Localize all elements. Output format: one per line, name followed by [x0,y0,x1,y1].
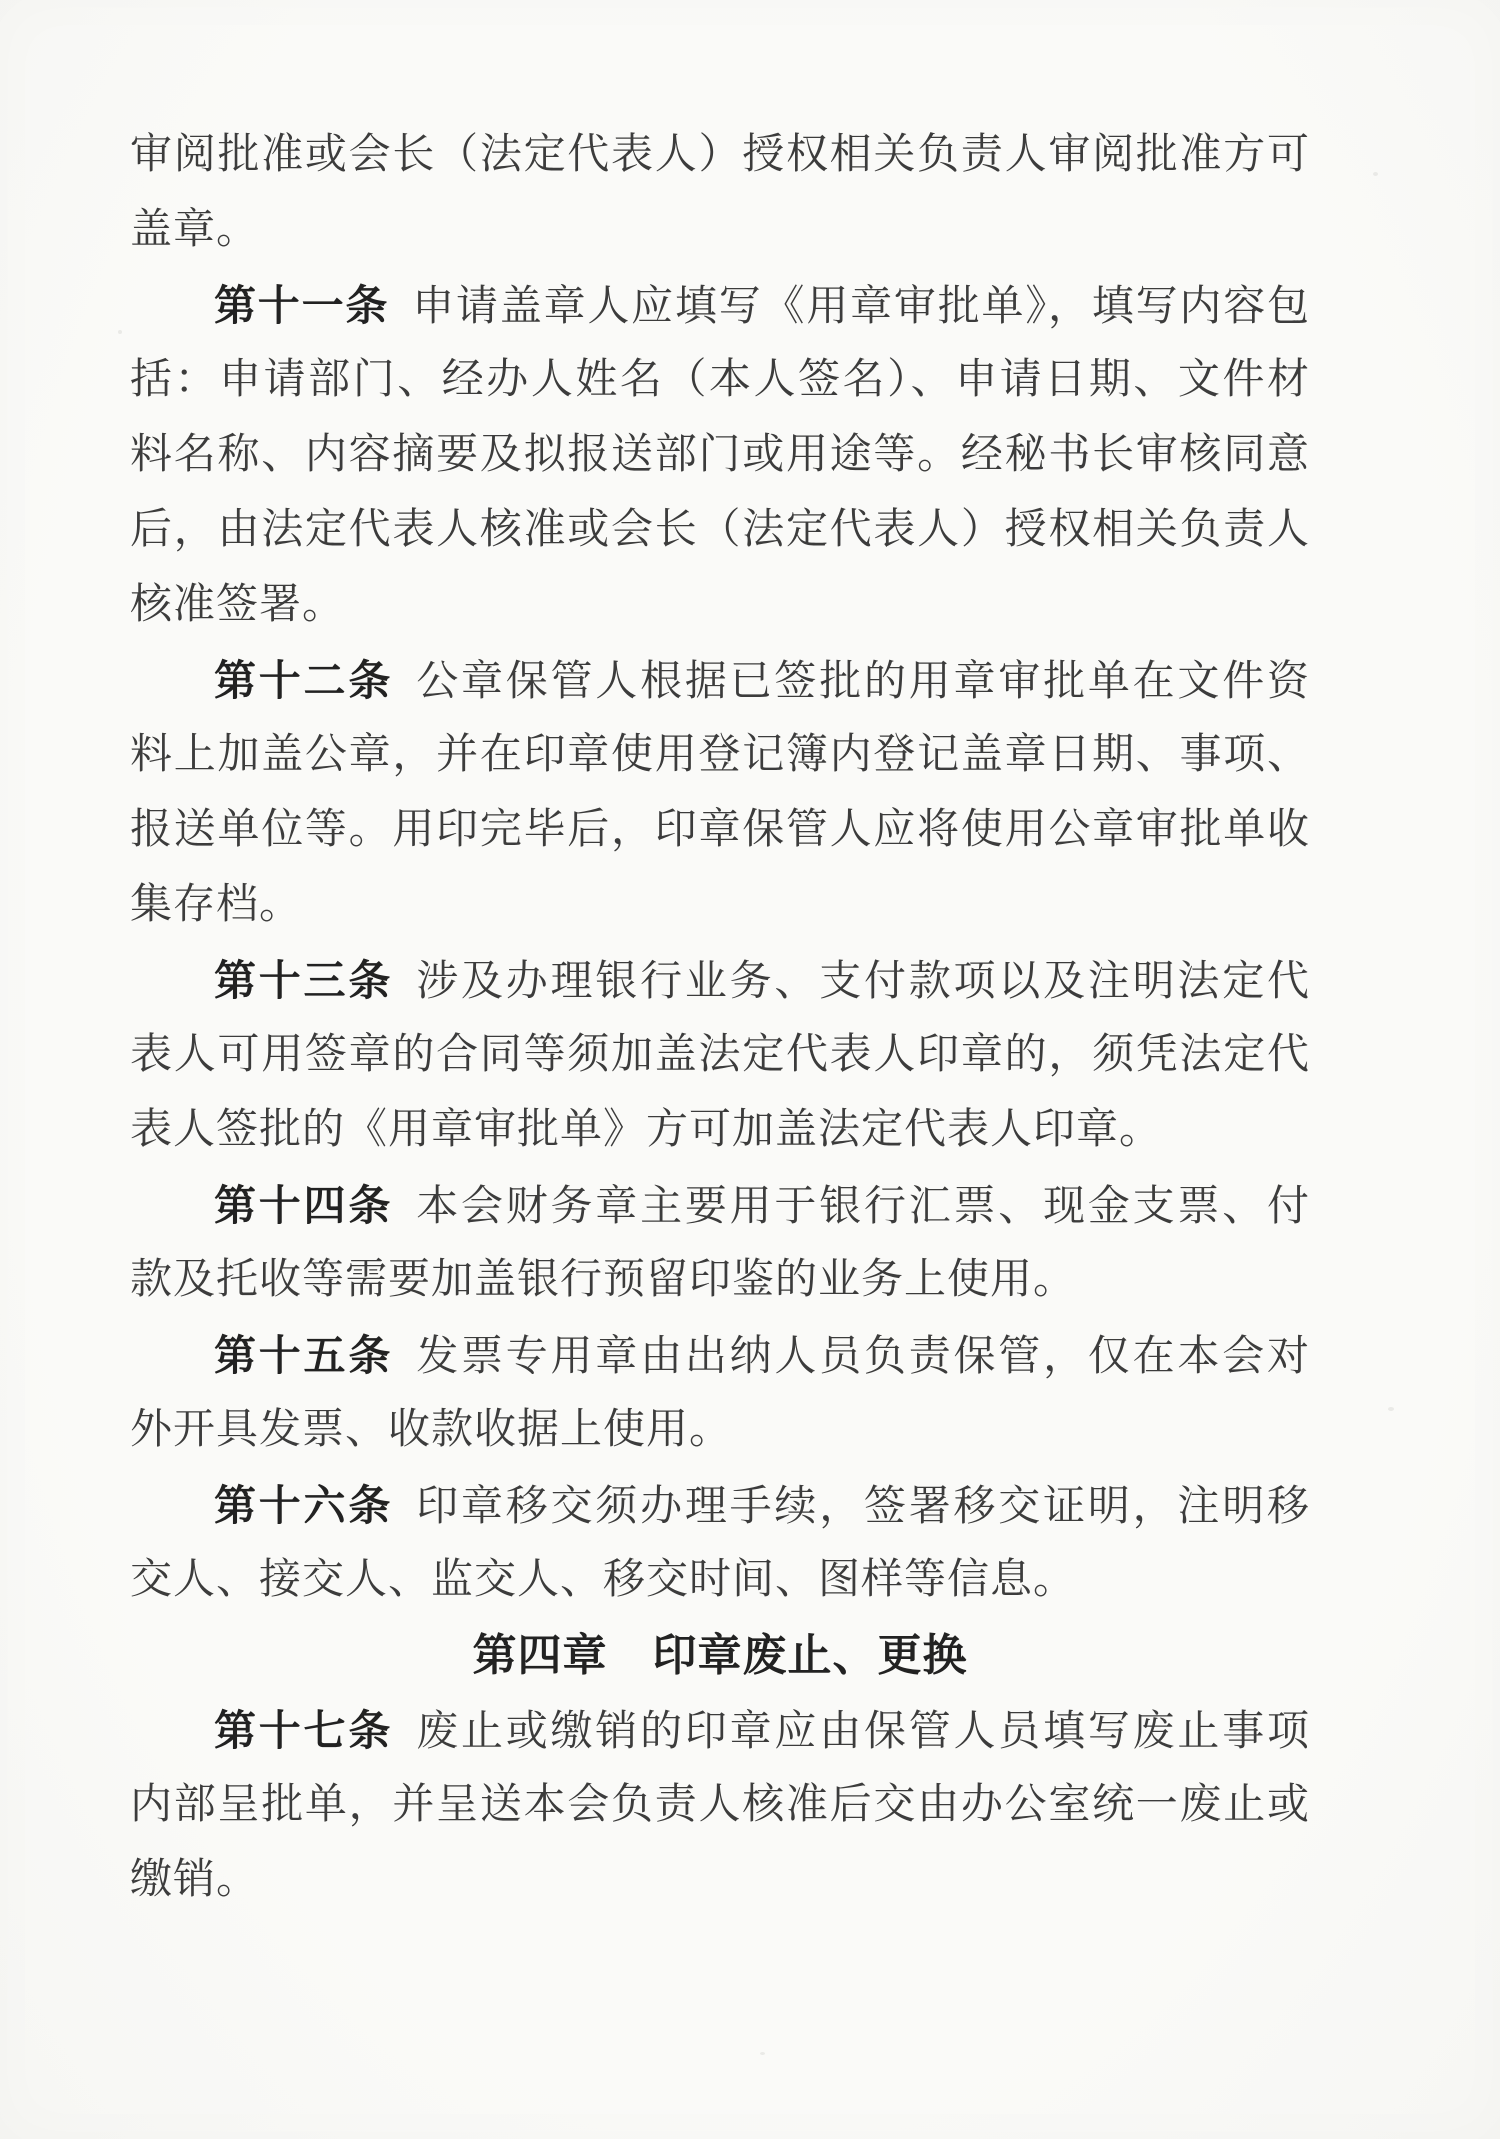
scan-speck [118,330,122,334]
document-line [130,118,1310,193]
article-number: 第十三条 [214,957,394,1004]
document-line [130,943,1310,1018]
line-text: 外开具发票、收款收据上使用。 [130,1407,733,1453]
document-line [130,1693,1310,1768]
article-number: 第十一条 [214,282,390,329]
line-text: 报送单位等。用印完毕后，印章保管人应将使用公章审批单收 [130,807,1310,853]
document-line [130,1768,1310,1843]
line-text: 审阅批准或会长（法定代表人）授权相关负责人审阅批准方可 [130,132,1310,178]
document-line [130,1843,1310,1918]
line-text: 废止或缴销的印章应由保管人员填写废止事项 [416,1709,1310,1755]
article-number: 第十七条 [214,1707,394,1754]
line-text: 涉及办理银行业务、支付款项以及注明法定代 [416,959,1310,1005]
line-text: 括：申请部门、经办人姓名（本人签名）、申请日期、文件材 [130,357,1310,403]
line-text: 集存档。 [130,882,303,928]
line-text: 款及托收等需要加盖银行预留印鉴的业务上使用。 [130,1257,1077,1303]
scan-speck [760,2052,765,2055]
document-line [130,643,1310,718]
line-text: 内部呈批单，并呈送本会负责人核准后交由办公室统一废止或 [130,1782,1310,1828]
document-line [130,1543,1310,1618]
document-line [130,868,1310,943]
document-line [130,268,1310,343]
document-line [130,343,1310,418]
line-text: 表人签批的《用章审批单》方可加盖法定代表人印章。 [130,1107,1163,1153]
line-text: 后，由法定代表人核准或会长（法定代表人）授权相关负责人 [130,507,1310,553]
scan-speck [1388,1407,1394,1411]
scan-speck [1373,172,1378,176]
document-line [130,418,1310,493]
document-line [130,718,1310,793]
line-text: 发票专用章由出纳人员负责保管，仅在本会对 [416,1334,1310,1380]
chapter-heading [130,1618,1310,1693]
line-text: 料名称、内容摘要及拟报送部门或用途等。经秘书长审核同意 [130,432,1310,478]
document-line [130,193,1310,268]
line-text: 印章移交须办理手续，签署移交证明，注明移 [416,1484,1310,1530]
document-line [130,1243,1310,1318]
line-text: 料上加盖公章，并在印章使用登记簿内登记盖章日期、事项、 [130,732,1310,778]
line-text: 缴销。 [130,1857,260,1903]
line-text: 第四章 印章废止、更换 [472,1631,968,1680]
document-line [130,1468,1310,1543]
document-line [130,1018,1310,1093]
article-number: 第十四条 [214,1182,394,1229]
document-line [130,1318,1310,1393]
document-line [130,793,1310,868]
line-text: 交人、接交人、监交人、移交时间、图样等信息。 [130,1557,1077,1603]
line-text: 盖章。 [130,207,260,253]
line-text: 本会财务章主要用于银行汇票、现金支票、付 [416,1184,1310,1230]
document-line [130,1393,1310,1468]
line-text: 核准签署。 [130,582,346,628]
text-block [130,118,1310,1918]
line-text: 表人可用签章的合同等须加盖法定代表人印章的，须凭法定代 [130,1032,1310,1078]
document-line [130,493,1310,568]
document-line [130,1168,1310,1243]
document-line [130,1093,1310,1168]
document-line [130,568,1310,643]
line-text: 申请盖章人应填写《用章审批单》，填写内容包 [412,284,1310,330]
article-number: 第十二条 [214,657,394,704]
line-text: 公章保管人根据已签批的用章审批单在文件资 [416,659,1310,705]
article-number: 第十六条 [214,1482,394,1529]
article-number: 第十五条 [214,1332,394,1379]
